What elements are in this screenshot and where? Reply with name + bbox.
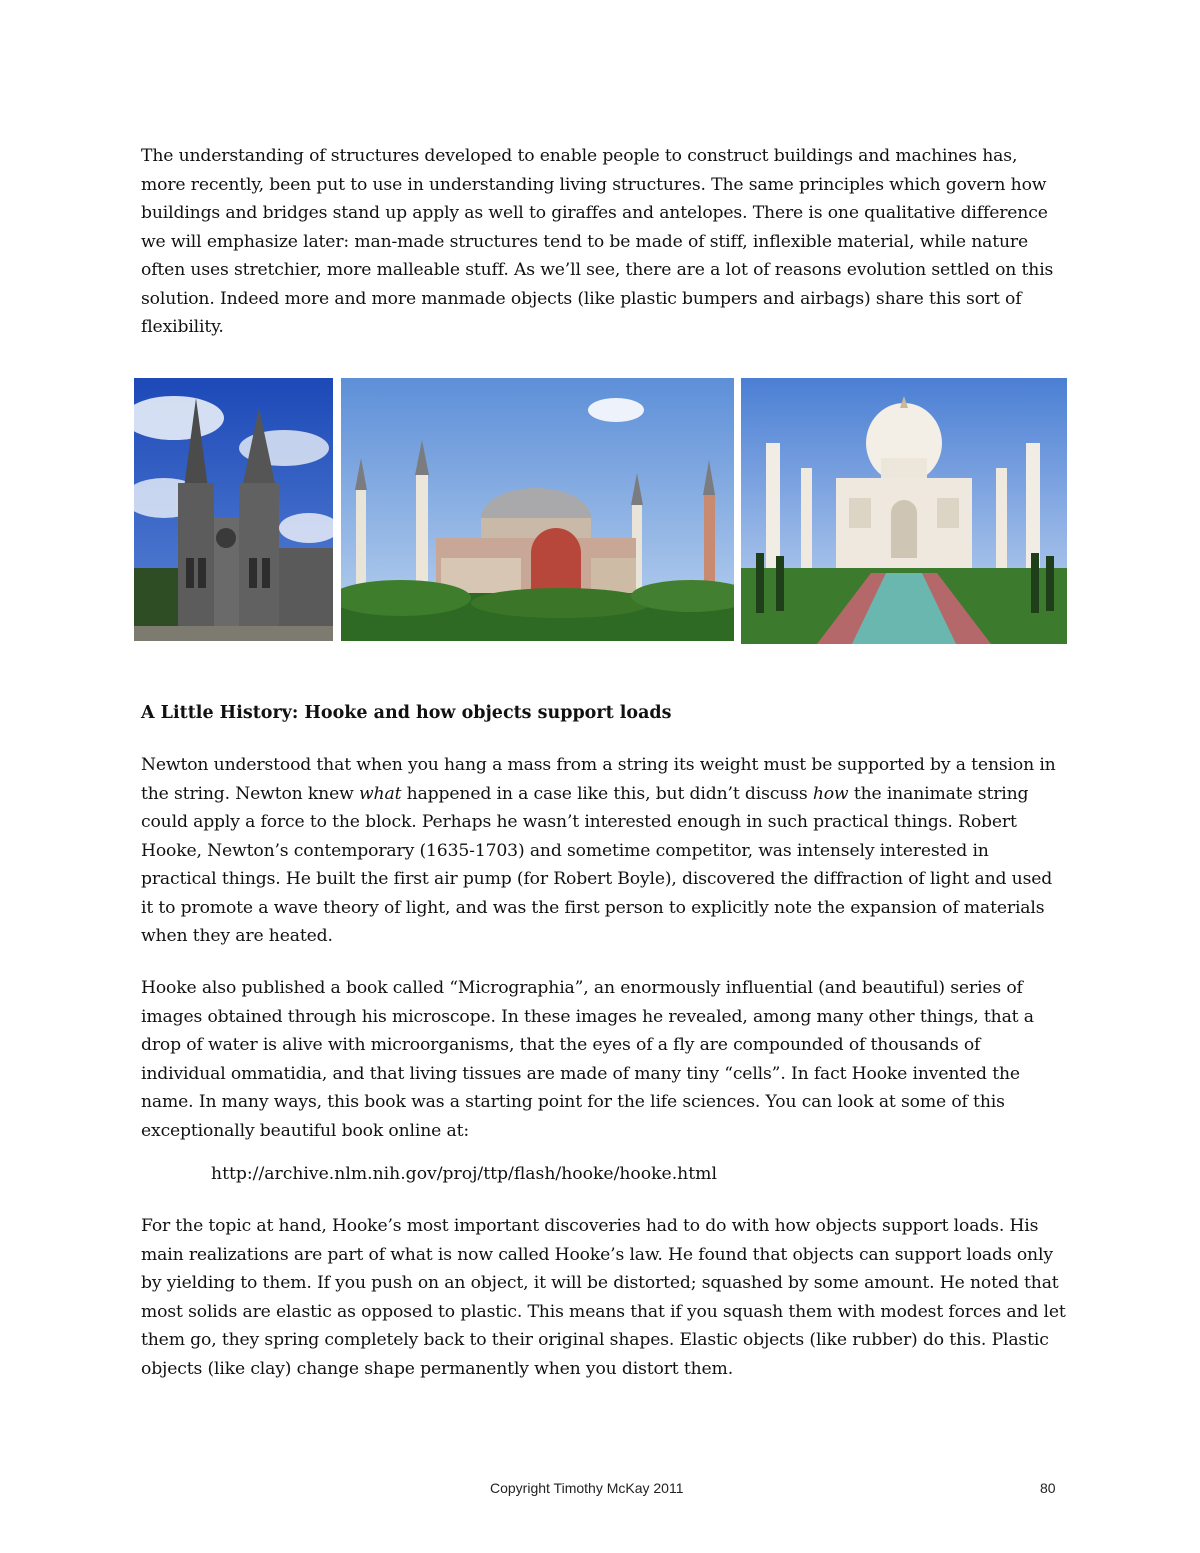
micrographia-link[interactable]: http://archive.nlm.nih.gov/proj/ttp/flash/hooke/hooke.html — [211, 1164, 717, 1184]
footer-copyright: Copyright Timothy McKay 2011 — [490, 1480, 684, 1496]
cathedral-photo — [134, 378, 333, 641]
hookes-law-paragraph: For the topic at hand, Hooke’s most important discoveries had to do with how objects support loads. His main realizations are part of what is now called Hooke’s law. He found that objects can support loads only by yielding to them. If you push on an object, it will be distorted; squashed by some amount. He noted that most solids are elastic as opposed to plastic. This means that if you squash them with modest forces and let them go, they spring completely back to their original shapes. Elastic objects (like rubber) do this. Plastic objects (like clay) change shape permanently when you distort them. — [141, 1216, 1066, 1379]
mausoleum-photo — [741, 378, 1067, 644]
paragraph2-part1: Newton understood that when you hang a mass from a string its weight must be supported by a tension in the string. Newton knew — [141, 755, 1056, 804]
paragraph2-part2: happened in a case like this, but didn’t discuss — [401, 783, 813, 804]
emphasis-how: how — [812, 783, 849, 804]
micrographia-paragraph: Hooke also published a book called “Micrographia”, an enormously influential (and beautiful) series of images obtained through his microscope. In these images he revealed, among many other things, that a drop of water is alive with microorganisms, that the eyes of a fly are compounded of thousands of individual ommatidia, and that living tissues are made of many tiny “cells”. In fact Hooke invented the name. In many ways, this book was a starting point for the life sciences. You can look at some of this exceptionally beautiful book online at: — [141, 978, 1034, 1141]
page-number: 80 — [1040, 1480, 1056, 1496]
newton-hooke-paragraph — [141, 751, 1066, 951]
intro-paragraph: The understanding of structures developed to enable people to construct buildings and machines has, more recently, been put to use in understanding living structures. The same principles which govern how buildings and bridges stand up apply as well to giraffes and antelopes. There is one qualitative difference we will emphasize later: man-made structures tend to be made of stiff, inflexible material, while nature often uses stretchier, more malleable stuff. As we’ll see, there are a lot of reasons evolution settled on this solution. Indeed more and more manmade objects (like plastic bumpers and airbags) share this sort of flexibility. — [141, 146, 1054, 337]
paragraph2-part3: the inanimate string could apply a force to the block. Perhaps he wasn’t interested enough in such practical things. Robert Hooke, Newton’s contemporary (1635-1703) and sometime competitor, was intensely interested in practical things. He built the first air pump (for Robert Boyle), discovered the diffraction of light and used it to promote a wave theory of light, and was the first person to explicitly note the expansion of materials when they are heated. — [141, 783, 1053, 946]
mosque-photo — [341, 378, 734, 641]
section-heading: A Little History: Hooke and how objects support loads — [141, 703, 672, 723]
emphasis-what: what — [359, 783, 402, 804]
